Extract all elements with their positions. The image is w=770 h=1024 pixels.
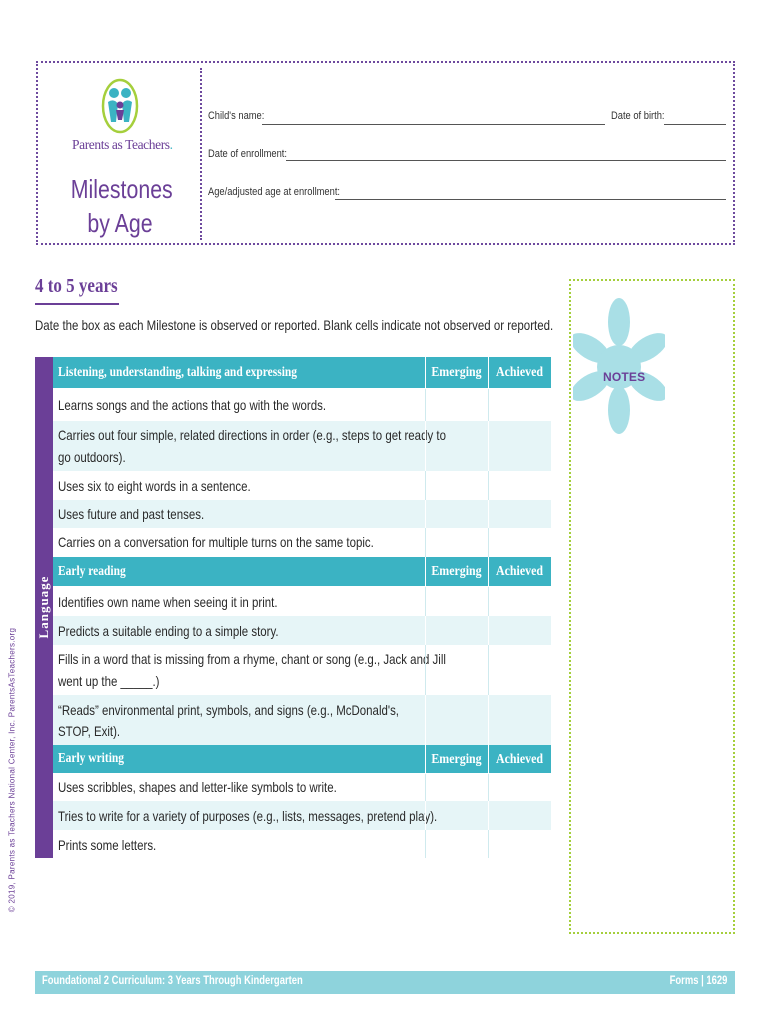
footer-curriculum-title: Foundational 2 Curriculum: 3 Years Through Kindergarten <box>42 975 303 987</box>
childs-name-label: Child's name: <box>208 110 265 122</box>
milestone-row: Fills in a word that is missing from a rhyme, chant or song (e.g., Jack and Jill went up the _____.) <box>53 645 551 695</box>
milestone-row: Uses six to eight words in a sentence. <box>53 471 551 500</box>
milestone-row: Carries out four simple, related directions in order (e.g., steps to get ready to go outdoors). <box>53 421 551 471</box>
milestone-row: Prints some letters. <box>53 830 551 858</box>
date-of-enrollment-field[interactable] <box>286 160 726 161</box>
section-title-underline <box>35 303 119 305</box>
group-header-early-reading: Early reading Emerging Achieved <box>53 557 551 587</box>
group-header-listening: Listening, understanding, talking and expressing Emerging Achieved <box>53 357 551 389</box>
milestone-row: Uses scribbles, shapes and letter-like symbols to write. <box>53 774 551 801</box>
childs-name-field[interactable] <box>262 124 605 125</box>
instructions-text: Date the box as each Milestone is observed or reported. Blank cells indicate not observed or reported. <box>35 317 554 333</box>
milestone-row: Identifies own name when seeing it in print. <box>53 587 551 616</box>
milestone-row: Learns songs and the actions that go with the words. <box>53 389 551 421</box>
emerging-column-header: Emerging <box>431 752 482 767</box>
notes-label: NOTES <box>603 370 646 384</box>
achieved-column-header: Achieved <box>496 752 543 767</box>
milestone-row: Predicts a suitable ending to a simple story. <box>53 616 551 645</box>
milestone-row: Carries on a conversation for multiple turns on the same topic. <box>53 528 551 557</box>
emerging-column-header: Emerging <box>431 365 482 380</box>
age-at-enrollment-field[interactable] <box>335 199 726 200</box>
milestone-row: Tries to write for a variety of purposes (e.g., lists, messages, pretend play). <box>53 801 551 830</box>
date-of-birth-label: Date of birth: <box>611 110 665 122</box>
header-divider <box>200 68 202 240</box>
language-domain-label: Language <box>36 575 51 639</box>
milestone-row: Uses future and past tenses. <box>53 500 551 528</box>
section-title: 4 to 5 years <box>35 275 118 297</box>
milestone-row: “Reads” environmental print, symbols, and signs (e.g., McDonald's, STOP, Exit). <box>53 695 551 745</box>
age-at-enrollment-label: Age/adjusted age at enrollment: <box>208 186 341 198</box>
parents-as-teachers-logo-icon <box>101 78 139 134</box>
footer-page-number: Forms | 1629 <box>669 975 727 987</box>
page-footer <box>35 971 735 994</box>
brand-logo-text: Parents as Teachers. <box>72 137 173 152</box>
group-header-early-writing: Early writing Emerging Achieved <box>53 745 551 774</box>
emerging-column-header: Emerging <box>431 564 482 579</box>
copyright-text: © 2019, Parents as Teachers National Center, Inc. ParentsAsTeachers.org <box>7 627 17 913</box>
achieved-column-header: Achieved <box>496 365 543 380</box>
flower-icon <box>573 296 665 436</box>
date-of-birth-field[interactable] <box>664 124 726 125</box>
page-title: Milestones by Age <box>70 174 173 238</box>
achieved-column-header: Achieved <box>496 564 543 579</box>
date-of-enrollment-label: Date of enrollment: <box>208 148 287 160</box>
